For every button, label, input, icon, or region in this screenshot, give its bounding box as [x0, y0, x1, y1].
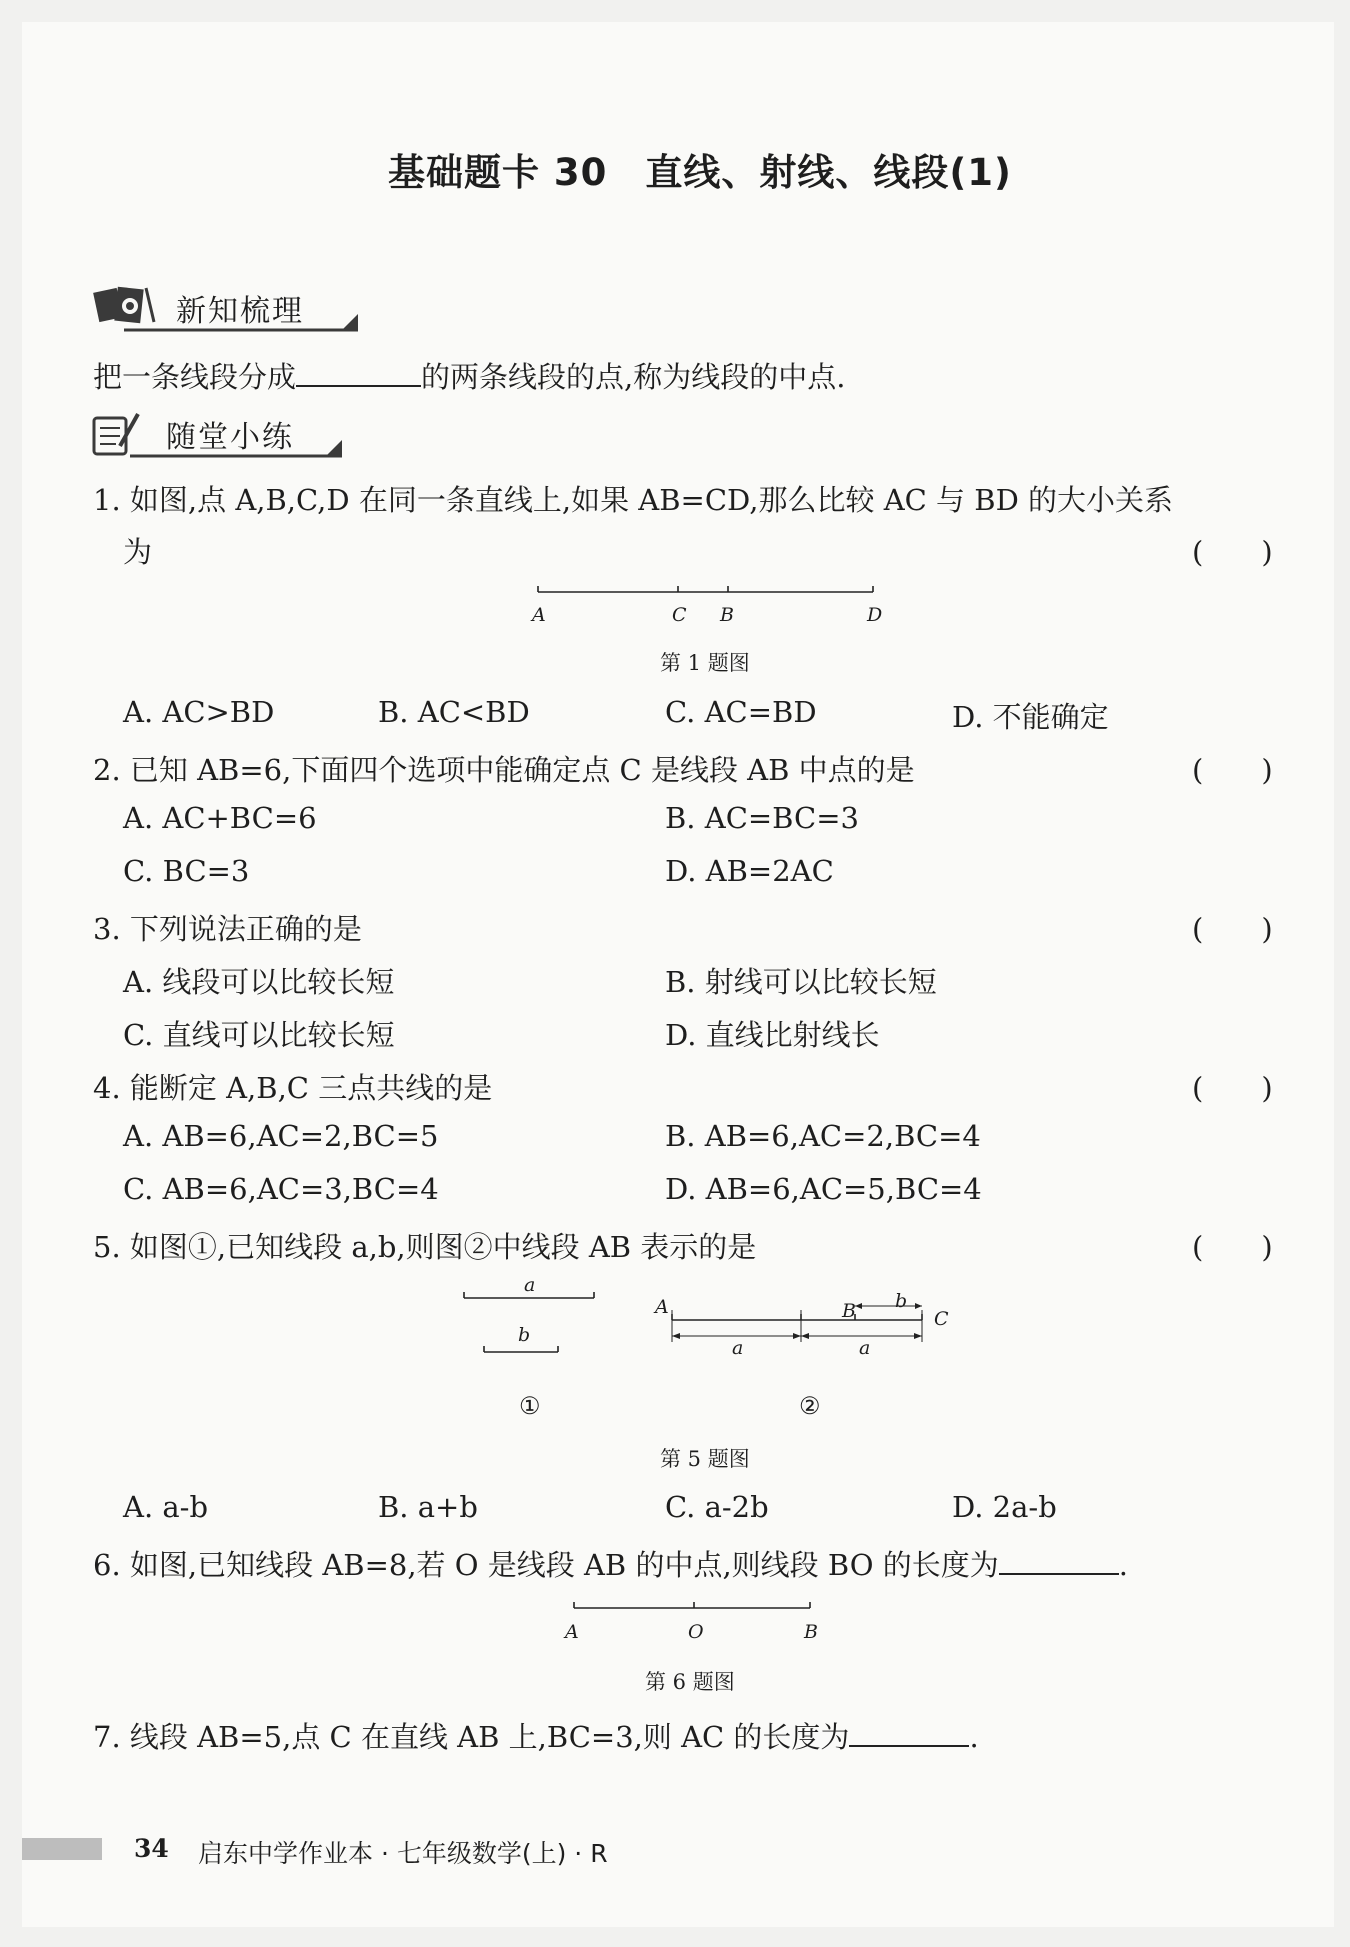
- q1-stem-line2: 为: [123, 535, 153, 569]
- q5-answer-paren[interactable]: ( ): [1192, 1230, 1273, 1264]
- q1-figure: [530, 582, 890, 632]
- book-title: 启东中学作业本 · 七年级数学(上) · R: [198, 1839, 608, 1868]
- q4-option-d[interactable]: D. AB=6,AC=5,BC=4: [665, 1172, 982, 1206]
- q5-fig1-label-a: a: [524, 1274, 536, 1296]
- q6-label-o: O: [688, 1621, 704, 1643]
- knowledge-blank[interactable]: [296, 359, 421, 387]
- q3-stem: 3. 下列说法正确的是: [93, 912, 362, 946]
- q2-option-c[interactable]: C. BC=3: [123, 854, 250, 888]
- q6-caption: 第 6 题图: [645, 1670, 735, 1694]
- q3-option-c[interactable]: C. 直线可以比较长短: [123, 1018, 395, 1052]
- q3-option-d[interactable]: D. 直线比射线长: [665, 1018, 880, 1052]
- q1-stem-line1: 1. 如图,点 A,B,C,D 在同一条直线上,如果 AB=CD,那么比较 AC 与 BD 的大小关系: [93, 483, 1174, 517]
- knowledge-before: 把一条线段分成: [93, 360, 297, 394]
- q4-option-b[interactable]: B. AB=6,AC=2,BC=4: [665, 1119, 981, 1153]
- knowledge-after: 的两条线段的点,称为线段的中点.: [421, 360, 846, 394]
- q1-label-c: C: [672, 604, 687, 626]
- q2-option-a[interactable]: A. AC+BC=6: [123, 801, 317, 835]
- q5-fig2-label-c: C: [934, 1308, 949, 1330]
- q4-option-c[interactable]: C. AB=6,AC=3,BC=4: [123, 1172, 439, 1206]
- q1-answer-paren[interactable]: ( ): [1192, 535, 1273, 569]
- knowledge-statement: [93, 355, 845, 396]
- q5-option-b[interactable]: B. a+b: [378, 1490, 478, 1524]
- q1-option-d[interactable]: D. 不能确定: [952, 700, 1109, 734]
- q5-fig2-label-a: A: [655, 1296, 669, 1318]
- q5-fig1-label-b: b: [518, 1324, 531, 1346]
- q5-option-a[interactable]: A. a-b: [123, 1490, 209, 1524]
- q5-stem: 5. 如图①,已知线段 a,b,则图②中线段 AB 表示的是: [93, 1230, 757, 1264]
- q1-label-a: A: [532, 604, 546, 626]
- q3-answer-paren[interactable]: ( ): [1192, 912, 1273, 946]
- q7-question: [93, 1715, 979, 1756]
- q1-label-d: D: [867, 604, 883, 626]
- q4-option-a[interactable]: A. AB=6,AC=2,BC=5: [123, 1119, 439, 1153]
- q5-figure-2: [670, 1310, 940, 1360]
- q3-option-a[interactable]: A. 线段可以比较长短: [123, 965, 395, 999]
- q5-caption: 第 5 题图: [660, 1447, 750, 1471]
- q6-label-b: B: [804, 1621, 818, 1643]
- q5-mark-2: ②: [799, 1392, 821, 1420]
- q6-answer-blank[interactable]: [999, 1547, 1119, 1575]
- q6-label-a: A: [565, 1621, 579, 1643]
- q1-label-b: B: [720, 604, 734, 626]
- q6-stem: 6. 如图,已知线段 AB=8,若 O 是线段 AB 的中点,则线段 BO 的长度为: [93, 1548, 999, 1582]
- q7-period: .: [969, 1720, 979, 1754]
- q4-stem: 4. 能断定 A,B,C 三点共线的是: [93, 1071, 493, 1105]
- q3-option-b[interactable]: B. 射线可以比较长短: [665, 965, 937, 999]
- q2-answer-paren[interactable]: ( ): [1192, 753, 1273, 787]
- page-number: 34: [134, 1834, 169, 1863]
- q6-question: [93, 1543, 1128, 1584]
- q6-period: .: [1118, 1548, 1128, 1582]
- q2-stem: 2. 已知 AB=6,下面四个选项中能确定点 C 是线段 AB 中点的是: [93, 753, 915, 787]
- q5-option-c[interactable]: C. a-2b: [665, 1490, 769, 1524]
- q1-option-b[interactable]: B. AC<BD: [378, 695, 530, 729]
- q1-caption: 第 1 题图: [660, 651, 750, 675]
- q6-figure: [570, 1600, 820, 1620]
- q7-answer-blank[interactable]: [849, 1719, 969, 1747]
- q5-mark-1: ①: [519, 1392, 541, 1420]
- q5-fig2-label-a-length-2: a: [859, 1337, 871, 1359]
- q4-answer-paren[interactable]: ( ): [1192, 1071, 1273, 1105]
- q5-option-d[interactable]: D. 2a-b: [952, 1490, 1057, 1524]
- q5-fig2-label-a-length-1: a: [732, 1337, 744, 1359]
- q1-option-a[interactable]: A. AC>BD: [123, 695, 275, 729]
- q7-stem: 7. 线段 AB=5,点 C 在直线 AB 上,BC=3,则 AC 的长度为: [93, 1720, 850, 1754]
- q5-fig2-label-b-length: b: [895, 1290, 908, 1312]
- footer-gray-bar: [22, 1838, 102, 1860]
- q2-option-d[interactable]: D. AB=2AC: [665, 854, 834, 888]
- q2-option-b[interactable]: B. AC=BC=3: [665, 801, 859, 835]
- q1-option-c[interactable]: C. AC=BD: [665, 695, 817, 729]
- section-title-new-knowledge: 新知梳理: [176, 294, 304, 329]
- section-title-practice: 随堂小练: [166, 420, 294, 455]
- page-title: 基础题卡 30 直线、射线、线段(1): [388, 151, 1012, 194]
- q5-fig2-label-b: B: [842, 1300, 856, 1322]
